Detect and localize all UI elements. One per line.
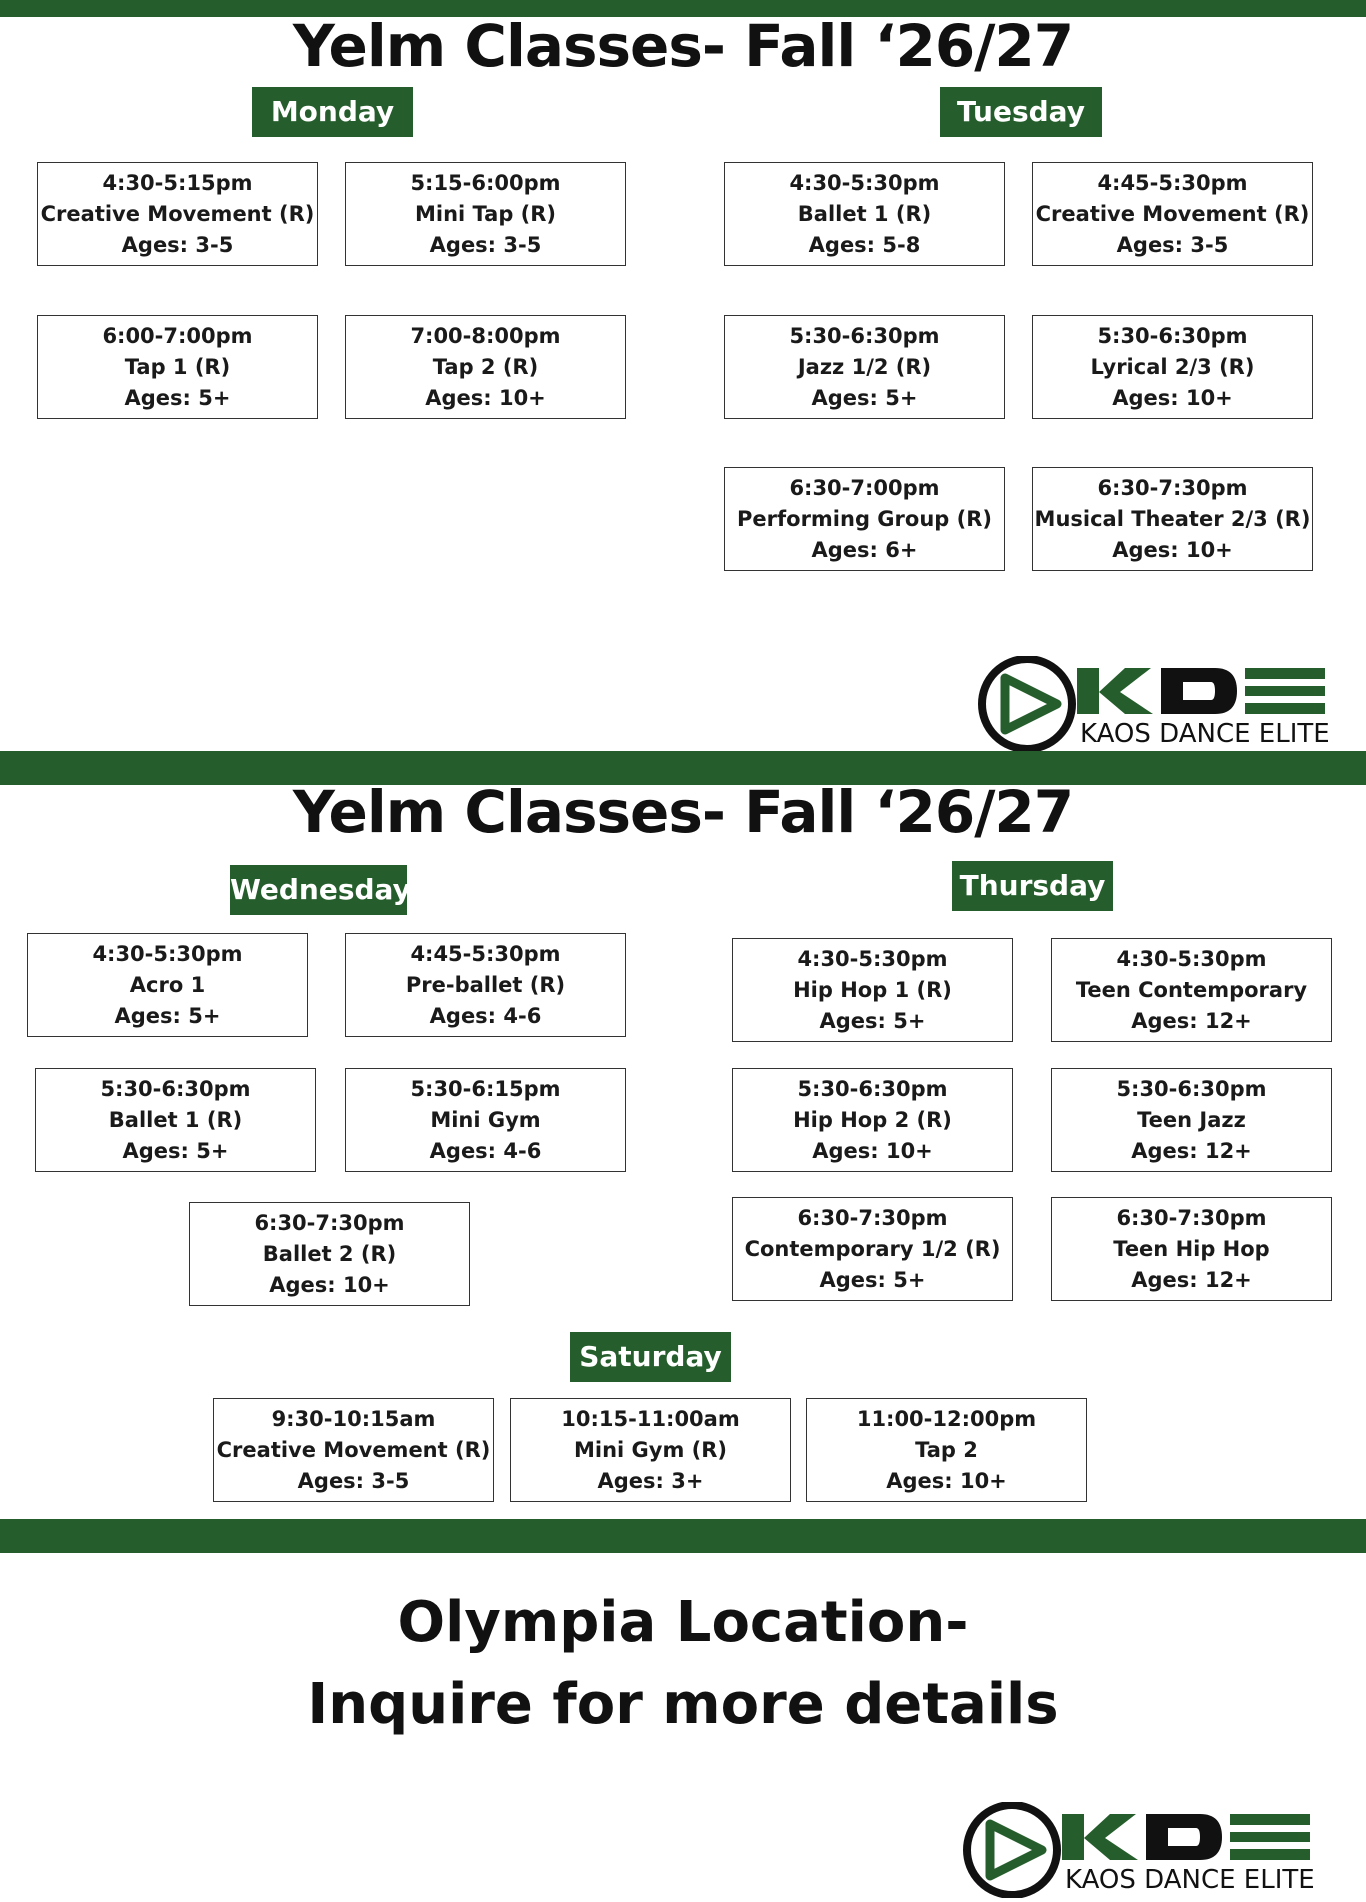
- class-card: [345, 315, 626, 419]
- footer-line-2: Inquire for more details: [307, 1672, 1059, 1737]
- class-card: [345, 933, 626, 1037]
- class-ages: Ages: 5+: [122, 1138, 229, 1163]
- class-time: 6:30-7:30pm: [1116, 1205, 1267, 1230]
- class-time: 4:30-5:30pm: [789, 170, 940, 195]
- class-time: 4:45-5:30pm: [410, 941, 561, 966]
- class-ages: Ages: 10+: [1112, 537, 1233, 562]
- class-card: [1051, 938, 1332, 1042]
- class-ages: Ages: 10+: [1112, 385, 1233, 410]
- class-name: Tap 1 (R): [124, 354, 231, 379]
- class-ages: Ages: 12+: [1131, 1138, 1252, 1163]
- class-card: [1051, 1068, 1332, 1172]
- class-time: 4:30-5:30pm: [797, 946, 948, 971]
- thursday-header: Thursday: [952, 861, 1113, 911]
- class-name: Mini Gym: [430, 1107, 541, 1132]
- class-card: [1032, 315, 1313, 419]
- class-time: 6:30-7:30pm: [1097, 475, 1248, 500]
- class-name: Hip Hop 1 (R): [793, 977, 952, 1002]
- monday-header: Monday: [252, 87, 413, 137]
- class-time: 11:00-12:00pm: [856, 1406, 1037, 1431]
- class-name: Ballet 1 (R): [108, 1107, 243, 1132]
- class-name: Acro 1: [129, 972, 206, 997]
- class-card: [189, 1202, 470, 1306]
- class-name: Performing Group (R): [737, 506, 992, 531]
- class-card: [1032, 467, 1313, 571]
- class-name: Pre-ballet (R): [405, 972, 566, 997]
- class-ages: Ages: 4-6: [429, 1003, 542, 1028]
- class-name: Ballet 2 (R): [262, 1241, 397, 1266]
- class-card: [724, 315, 1005, 419]
- class-ages: Ages: 5+: [114, 1003, 221, 1028]
- class-time: 5:30-6:30pm: [789, 323, 940, 348]
- class-time: 5:30-6:15pm: [410, 1076, 561, 1101]
- class-ages: Ages: 10+: [886, 1468, 1007, 1493]
- class-card: [35, 1068, 316, 1172]
- class-ages: Ages: 10+: [269, 1272, 390, 1297]
- class-time: 5:30-6:30pm: [1116, 1076, 1267, 1101]
- class-time: 4:30-5:30pm: [92, 941, 243, 966]
- class-card: [345, 1068, 626, 1172]
- class-card: [510, 1398, 791, 1502]
- class-card: [37, 315, 318, 419]
- class-time: 4:30-5:30pm: [1116, 946, 1267, 971]
- class-ages: Ages: 10+: [425, 385, 546, 410]
- class-time: 10:15-11:00am: [561, 1406, 740, 1431]
- class-name: Tap 2: [915, 1437, 978, 1462]
- tuesday-header: Tuesday: [940, 87, 1102, 137]
- class-name: Creative Movement (R): [1035, 201, 1310, 226]
- class-ages: Ages: 5+: [819, 1008, 926, 1033]
- kde-logo: [975, 656, 1355, 752]
- class-name: Teen Contemporary: [1075, 977, 1308, 1002]
- class-time: 4:30-5:15pm: [102, 170, 253, 195]
- class-time: 5:30-6:30pm: [797, 1076, 948, 1101]
- class-card: [345, 162, 626, 266]
- bottom-band: [0, 1519, 1366, 1553]
- section1-title: Yelm Classes- Fall ‘26/27: [292, 12, 1074, 80]
- footer-line-1: Olympia Location-: [397, 1590, 969, 1655]
- class-ages: Ages: 5+: [811, 385, 918, 410]
- class-ages: Ages: 10+: [812, 1138, 933, 1163]
- class-card: [37, 162, 318, 266]
- class-name: Hip Hop 2 (R): [793, 1107, 952, 1132]
- logo-subtitle: KAOS DANCE ELITE: [1080, 719, 1330, 749]
- class-ages: Ages: 3+: [597, 1468, 704, 1493]
- class-ages: Ages: 3-5: [121, 232, 234, 257]
- class-ages: Ages: 12+: [1131, 1267, 1252, 1292]
- class-card: [732, 1197, 1013, 1301]
- class-name: Musical Theater 2/3 (R): [1034, 506, 1311, 531]
- class-card: [27, 933, 308, 1037]
- class-name: Teen Jazz: [1137, 1107, 1246, 1132]
- class-time: 6:30-7:30pm: [254, 1210, 405, 1235]
- class-card: [724, 162, 1005, 266]
- class-time: 4:45-5:30pm: [1097, 170, 1248, 195]
- kde-logo: [960, 1802, 1340, 1898]
- class-name: Tap 2 (R): [432, 354, 539, 379]
- class-name: Jazz 1/2 (R): [797, 354, 932, 379]
- class-name: Mini Tap (R): [414, 201, 557, 226]
- class-time: 5:30-6:30pm: [1097, 323, 1248, 348]
- class-card: [1032, 162, 1313, 266]
- saturday-header: Saturday: [570, 1332, 731, 1382]
- class-card: [806, 1398, 1087, 1502]
- class-ages: Ages: 3-5: [297, 1468, 410, 1493]
- class-card: [732, 938, 1013, 1042]
- class-name: Ballet 1 (R): [797, 201, 932, 226]
- section2-title: Yelm Classes- Fall ‘26/27: [292, 778, 1074, 846]
- class-ages: Ages: 5+: [124, 385, 231, 410]
- class-name: Creative Movement (R): [216, 1437, 491, 1462]
- class-time: 6:30-7:30pm: [797, 1205, 948, 1230]
- class-ages: Ages: 3-5: [429, 232, 542, 257]
- class-ages: Ages: 3-5: [1116, 232, 1229, 257]
- class-ages: Ages: 4-6: [429, 1138, 542, 1163]
- class-name: Creative Movement (R): [40, 201, 315, 226]
- class-time: 6:30-7:00pm: [789, 475, 940, 500]
- class-time: 5:15-6:00pm: [410, 170, 561, 195]
- class-card: [1051, 1197, 1332, 1301]
- class-time: 6:00-7:00pm: [102, 323, 253, 348]
- class-time: 7:00-8:00pm: [410, 323, 561, 348]
- class-card: [724, 467, 1005, 571]
- class-ages: Ages: 5-8: [808, 232, 921, 257]
- wednesday-header: Wednesday: [230, 865, 407, 915]
- class-ages: Ages: 6+: [811, 537, 918, 562]
- class-time: 5:30-6:30pm: [100, 1076, 251, 1101]
- class-card: [732, 1068, 1013, 1172]
- class-time: 9:30-10:15am: [271, 1406, 436, 1431]
- class-name: Teen Hip Hop: [1113, 1236, 1270, 1261]
- class-name: Contemporary 1/2 (R): [744, 1236, 1001, 1261]
- class-card: [213, 1398, 494, 1502]
- class-name: Lyrical 2/3 (R): [1090, 354, 1255, 379]
- class-ages: Ages: 5+: [819, 1267, 926, 1292]
- class-name: Mini Gym (R): [573, 1437, 728, 1462]
- logo-subtitle: KAOS DANCE ELITE: [1065, 1865, 1315, 1895]
- class-ages: Ages: 12+: [1131, 1008, 1252, 1033]
